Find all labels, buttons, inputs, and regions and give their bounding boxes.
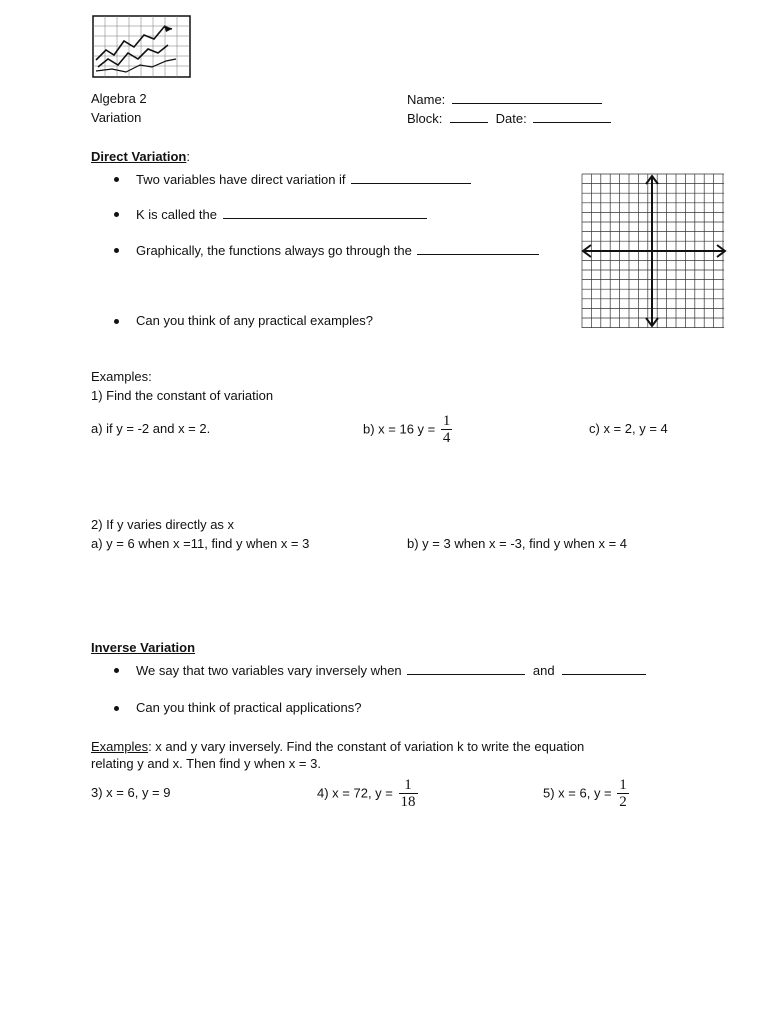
question-2b: b) y = 3 when x = -3, find y when x = 4 — [407, 536, 628, 551]
fraction-1-4: $\frac{1}{4}$ — [442, 413, 451, 447]
block-label: Block: — [407, 111, 443, 126]
inverse-bullet-1: We say that two variables vary inversely when and — [136, 662, 646, 678]
problem-3: 3) x = 6, y = 9 — [91, 785, 171, 800]
inverse-variation-heading: Inverse Variation — [91, 640, 196, 655]
question-1c: c) x = 2, y = 4 — [589, 421, 668, 436]
problem-5: 5) x = 6, y = $\frac{1}{2}$ — [543, 777, 627, 811]
name-label: Name: — [407, 92, 446, 107]
inverse-examples-line-2: relating y and x. Then find y when x = 3. — [91, 756, 321, 771]
question-1b: b) x = 16 y = $\frac{1}{4}$ — [363, 413, 451, 447]
topic-label: Variation — [91, 110, 142, 125]
bullet-icon — [114, 248, 119, 253]
axes — [583, 176, 725, 326]
problem-4: 4) x = 72, y = $\frac{1}{18}$ — [317, 777, 416, 811]
question-2a: a) y = 6 when x =11, find y when x = 3 — [91, 536, 310, 551]
fraction-1-2: $\frac{1}{2}$ — [619, 777, 627, 811]
coordinate-grid — [580, 172, 728, 330]
direct-bullet-1: Two variables have direct variation if — [136, 171, 471, 187]
name-field[interactable] — [407, 91, 602, 107]
direct-bullet-2: K is called the — [136, 206, 427, 222]
block-date-fields[interactable] — [407, 110, 611, 126]
fraction-1-18: $\frac{1}{18}$ — [400, 777, 416, 811]
question-1: 1) Find the constant of variation — [91, 388, 274, 403]
chart-logo-image — [92, 15, 192, 79]
direct-bullet-4: Can you think of any practical examples? — [136, 313, 374, 328]
examples-heading: Examples: — [91, 369, 152, 384]
question-1a: a) if y = -2 and x = 2. — [91, 421, 211, 436]
bullet-icon — [114, 668, 119, 673]
bullet-icon — [114, 212, 119, 217]
inverse-bullet-2: Can you think of practical applications? — [136, 700, 362, 715]
bullet-icon — [114, 706, 119, 711]
inverse-examples-line-1: Examples: x and y vary inversely. Find the constant of variation k to write the equation — [91, 739, 585, 754]
direct-bullet-3: Graphically, the functions always go through the — [136, 242, 539, 258]
course-label: Algebra 2 — [91, 91, 147, 106]
question-2: 2) If y varies directly as x — [91, 517, 235, 532]
date-label: Date: — [495, 111, 527, 126]
bullet-icon — [114, 319, 119, 324]
bullet-icon — [114, 177, 119, 182]
direct-variation-heading: Direct Variation: — [91, 149, 190, 164]
